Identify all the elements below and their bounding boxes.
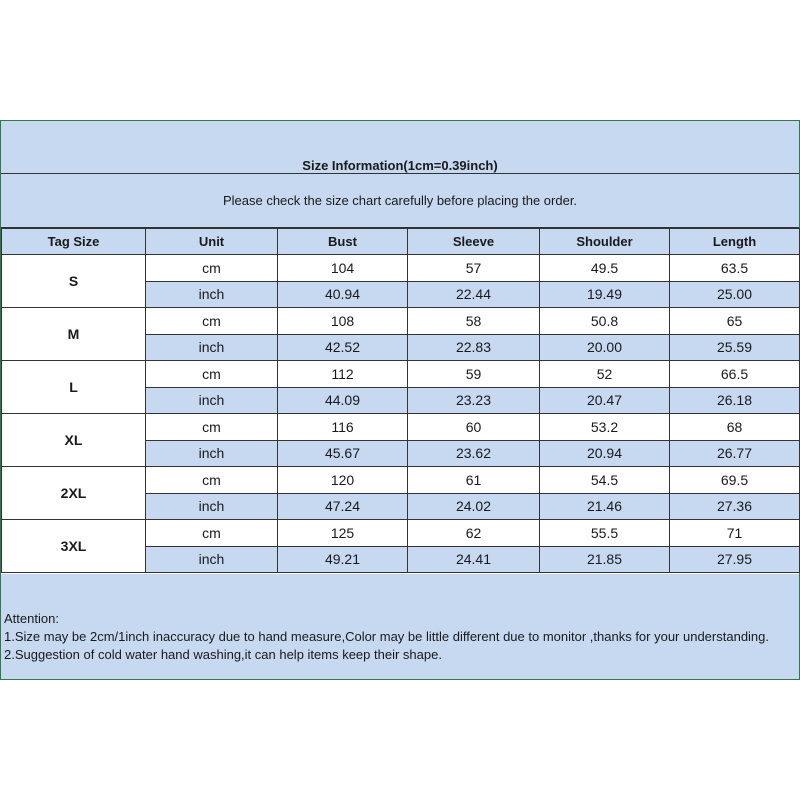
table-row (2, 520, 800, 547)
value-cell: 22.83 (408, 334, 540, 361)
header-bust: Bust (278, 229, 408, 255)
value-cell: 71 (670, 520, 800, 547)
value-cell: 50.8 (540, 308, 670, 335)
value-cell: 20.00 (540, 334, 670, 361)
table-row (2, 361, 800, 388)
value-cell: 104 (278, 255, 408, 282)
chart-notice: Please check the size chart carefully before placing the order. (222, 193, 578, 208)
tag-size-cell: 2XL (2, 467, 146, 520)
value-cell: 23.23 (408, 387, 540, 414)
unit-cell: inch (146, 334, 278, 361)
value-cell: 125 (278, 520, 408, 547)
value-cell: 57 (408, 255, 540, 282)
unit-cell: cm (146, 308, 278, 335)
tag-size-cell: L (2, 361, 146, 414)
value-cell: 47.24 (278, 493, 408, 520)
header-shoulder: Shoulder (540, 229, 670, 255)
chart-title: Size Information(1cm=0.39inch) (302, 158, 498, 173)
tag-size-cell: XL (2, 414, 146, 467)
tag-size-cell: 3XL (2, 520, 146, 573)
header-unit: Unit (146, 229, 278, 255)
value-cell: 68 (670, 414, 800, 441)
value-cell: 21.85 (540, 546, 670, 573)
unit-cell: inch (146, 440, 278, 467)
table-header-row (2, 229, 800, 255)
value-cell: 116 (278, 414, 408, 441)
header-tag-size: Tag Size (2, 229, 146, 255)
value-cell: 40.94 (278, 281, 408, 308)
size-chart (0, 120, 800, 680)
value-cell: 65 (670, 308, 800, 335)
value-cell: 25.00 (670, 281, 800, 308)
value-cell: 49.21 (278, 546, 408, 573)
attention-band (1, 574, 799, 679)
table-row (2, 255, 800, 282)
unit-cell: inch (146, 281, 278, 308)
attention-notes (4, 610, 789, 664)
value-cell: 120 (278, 467, 408, 494)
unit-cell: cm (146, 520, 278, 547)
value-cell: 112 (278, 361, 408, 388)
table-row (2, 308, 800, 335)
header-sleeve: Sleeve (408, 229, 540, 255)
unit-cell: cm (146, 255, 278, 282)
unit-cell: inch (146, 546, 278, 573)
value-cell: 27.95 (670, 546, 800, 573)
value-cell: 24.41 (408, 546, 540, 573)
value-cell: 62 (408, 520, 540, 547)
value-cell: 26.77 (670, 440, 800, 467)
value-cell: 66.5 (670, 361, 800, 388)
attention-line-2: 2.Suggestion of cold water hand washing,it can help items keep their shape. (4, 647, 442, 662)
value-cell: 45.67 (278, 440, 408, 467)
unit-cell: cm (146, 414, 278, 441)
tag-size-cell: M (2, 308, 146, 361)
value-cell: 59 (408, 361, 540, 388)
value-cell: 61 (408, 467, 540, 494)
value-cell: 63.5 (670, 255, 800, 282)
table-body (2, 255, 800, 573)
value-cell: 23.62 (408, 440, 540, 467)
title-band (1, 121, 799, 174)
value-cell: 55.5 (540, 520, 670, 547)
unit-cell: inch (146, 493, 278, 520)
value-cell: 20.94 (540, 440, 670, 467)
value-cell: 49.5 (540, 255, 670, 282)
value-cell: 44.09 (278, 387, 408, 414)
table-row (2, 467, 800, 494)
value-cell: 69.5 (670, 467, 800, 494)
value-cell: 20.47 (540, 387, 670, 414)
notice-band (1, 174, 799, 228)
unit-cell: cm (146, 467, 278, 494)
value-cell: 19.49 (540, 281, 670, 308)
attention-line-1: 1.Size may be 2cm/1inch inaccuracy due to hand measure,Color may be little different due to monitor ,thanks for your understanding. (4, 629, 770, 644)
value-cell: 53.2 (540, 414, 670, 441)
attention-heading: Attention: (4, 611, 59, 626)
value-cell: 25.59 (670, 334, 800, 361)
value-cell: 58 (408, 308, 540, 335)
value-cell: 26.18 (670, 387, 800, 414)
value-cell: 60 (408, 414, 540, 441)
value-cell: 52 (540, 361, 670, 388)
size-table (1, 228, 800, 573)
value-cell: 24.02 (408, 493, 540, 520)
value-cell: 54.5 (540, 467, 670, 494)
tag-size-cell: S (2, 255, 146, 308)
value-cell: 42.52 (278, 334, 408, 361)
value-cell: 21.46 (540, 493, 670, 520)
unit-cell: cm (146, 361, 278, 388)
value-cell: 27.36 (670, 493, 800, 520)
header-length: Length (670, 229, 800, 255)
value-cell: 108 (278, 308, 408, 335)
table-row (2, 414, 800, 441)
value-cell: 22.44 (408, 281, 540, 308)
unit-cell: inch (146, 387, 278, 414)
